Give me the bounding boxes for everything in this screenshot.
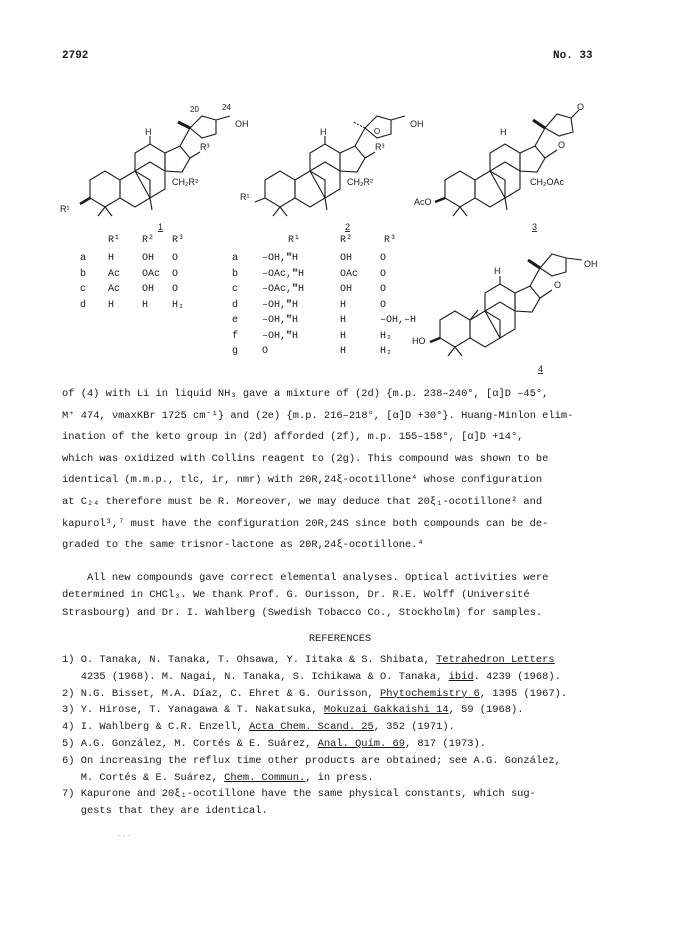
lbl-mol-2: 2 [345,222,351,232]
lbl-mol-3: 3 [532,222,538,232]
table-cell: c [232,284,239,295]
table-cell: –OH,–H [380,315,417,326]
lbl-h-2: H [320,127,327,137]
reference-text: , 352 (1971). [373,721,455,734]
table-cell: O [262,346,269,357]
reference-line [62,770,632,787]
lbl-r3-2: R³ [375,142,385,152]
reference-text: 7) Kapurone and 20ξ₁-ocotillone have the same physical constants, which sug- [62,788,536,801]
lbl-aco: AcO [414,197,432,207]
reference-line [62,753,632,770]
table-cell: –OAc,‴H [262,268,305,280]
molecule-4 [430,254,582,356]
reference-line [62,719,632,736]
table-cell: OAc [142,268,161,280]
table-cell: H [340,346,347,357]
reference-text: . 4239 (1968). [473,670,561,683]
table-cell: d [232,299,239,311]
substituent-table-1 [80,235,210,325]
table-cell: –OH,‴H [262,253,299,264]
chemical-structures [0,70,680,380]
table-cell: OH [142,284,155,295]
table-cell: H₂ [172,299,185,311]
table-cell: OH [142,253,155,264]
lbl-ho-4: HO [412,336,426,346]
issue-number: No. 33 [553,50,593,62]
reference-text: , 817 (1973). [404,737,487,750]
lbl-h-1: H [145,127,152,137]
table-cell: Ac [108,284,121,295]
reference-journal: Anal. Quím. 69 [317,737,405,750]
references-heading: REFERENCES [308,633,372,645]
table-cell: O [380,284,387,295]
table-cell: OH [340,284,353,295]
table-cell: H [142,299,149,311]
reference-text: 2) N.G. Bisset, M.A. Díaz, C. Ehret & G. Ourisson, [62,687,381,700]
reference-line [62,669,632,686]
lbl-mol-1: 1 [158,222,164,232]
reference-text: gests that they are identical. [62,805,268,818]
table-cell: O [172,284,179,295]
table-cell: O [380,299,387,311]
table-cell: –OAc,‴H [262,284,305,295]
table-cell: H₂ [380,330,393,342]
body-line: kapurol³,⁷ must have the configuration 20R,24S since both compounds can be de- [62,517,549,530]
lbl-ch2oac: CH₂OAc [530,177,564,187]
lbl-oh-1: OH [235,119,249,129]
table-cell: a [232,253,239,264]
body-line: which was oxidized with Collins reagent to (2g). This compound was shown to be [62,452,549,465]
header-r2: R² [142,235,155,246]
reference-journal: ibid [448,670,474,683]
page-number: 2792 [62,50,89,62]
table-cell: e [232,315,239,326]
lbl-o-2: O [374,127,381,136]
table-cell: O [380,268,387,280]
body-paragraph [62,384,622,557]
molecule-1 [80,116,230,216]
reference-line [62,803,632,820]
reference-line [62,702,632,719]
body-line: at C₂₄ therefore must be R. Moreover, we may deduce that 20ξ₁-ocotillone² and [62,495,543,508]
header-r1: R¹ [288,235,301,246]
reference-text: 4) I. Wahlberg & C.R. Enzell, [62,721,250,734]
lbl-o-4: O [554,280,562,290]
table-cell: O [172,268,179,280]
header-r2: R² [340,235,353,246]
lbl-ch2r2-1: CH₂R² [172,177,198,187]
table-cell: H [108,253,115,264]
lbl-mol-4: 4 [538,364,544,374]
reference-journal: Tetrahedron Letters [436,654,555,666]
table-cell: OAc [340,268,359,280]
lbl-ch2r2-2: CH₂R² [347,177,373,187]
references-list [62,652,632,820]
ack-line: All new compounds gave correct elemental analyses. Optical activities were [62,572,549,584]
body-line: M⁺ 474, νmaxKBr 1725 cm⁻¹} and (2e) {m.p. 216–218°, [α]D +30°}. Huang-Minlon elim- [62,409,574,422]
table-cell: H₂ [380,346,393,357]
substituent-table-2 [232,235,422,375]
table-cell: H [108,299,115,311]
reference-text: M. Cortés & E. Suárez, [62,771,225,784]
reference-text: , in press. [305,771,374,784]
lbl-c20: 20 [190,105,199,114]
table-cell: H [340,299,347,311]
table-cell: –OH,‴H [262,315,299,326]
lbl-r3-1: R³ [200,142,210,152]
reference-text: 3) Y. Hirose, T. Yanagawa & T. Nakatsuka, [62,704,324,717]
table-cell: a [80,253,87,264]
reference-line [62,652,632,669]
reference-text: 4235 (1968). M. Nagai, N. Tanaka, S. Ichikawa & O. Tanaka, [62,670,449,683]
lbl-oh-4: OH [584,259,598,269]
molecule-2 [255,116,405,216]
table-cell: d [80,299,87,311]
reference-text: , 1395 (1967). [479,687,568,700]
table-cell: O [380,253,387,264]
lbl-o-3a: O [577,102,585,112]
reference-journal: Mokuzai Gakkaishi 14 [323,704,449,717]
lbl-r1-2: R¹ [240,192,250,202]
header-r1: R¹ [108,235,121,246]
reference-line [62,736,632,753]
table-cell: b [232,268,239,280]
lbl-oh-2: OH [410,119,424,129]
table-cell: g [232,346,239,357]
header-r3: R³ [384,235,397,246]
ack-line: determined in CHCl₃. We thank Prof. G. Ourisson, Dr. R.E. Wolff (Université [62,589,530,602]
lbl-o-3b: O [558,140,566,150]
reference-text: 6) On increasing the reflux time other products are obtained; see A.G. González, [62,754,561,767]
table-cell: –OH,‴H [262,299,299,311]
table-cell: b [80,268,87,280]
reference-text: 5) A.G. González, M. Cortés & E. Suárez, [62,737,318,750]
reference-journal: Chem. Commun. [224,771,306,784]
reference-text: 1) O. Tanaka, N. Tanaka, T. Ohsawa, Y. Iitaka & S. Shibata, [62,654,437,666]
reference-journal: Phytochemistry 6 [380,687,480,700]
scan-smudge: ‐·‐ [117,832,132,841]
table-cell: O [172,253,179,264]
body-line: identical (m.m.p., tlc, ir, nmr) with 20R,24ξ-ocotillone⁴ whose configuration [62,474,543,487]
body-line: ination of the keto group in (2d) afforded (2f), m.p. 155–158°, [α]D +14°, [62,431,524,444]
table-cell: H [340,330,347,342]
lbl-h-3: H [500,127,507,137]
reference-line [62,786,632,803]
table-cell: c [80,284,87,295]
reference-journal: Acta Chem. Scand. 25 [249,721,374,734]
body-line: of (4) with Li in liquid NH₃ gave a mixture of (2d) {m.p. 238–240°, [α]D –45°, [62,388,549,400]
table-cell: Ac [108,268,121,280]
reference-text: , 59 (1968). [448,704,524,717]
molecule-3 [435,110,579,216]
body-line: graded to the same trisnor-lactone as 20R,24ξ-ocotillone.⁴ [62,539,424,552]
acknowledgement-paragraph [62,570,622,622]
lbl-h-4: H [494,266,501,276]
table-cell: OH [340,253,353,264]
reference-line [62,686,632,703]
table-cell: f [232,330,239,342]
lbl-r1-1: R¹ [60,204,70,214]
lbl-c24: 24 [222,103,231,112]
table-cell: –OH,‴H [262,330,299,342]
header-r3: R³ [172,235,185,246]
ack-line: Strasbourg) and Dr. I. Wahlberg (Swedish Tobacco Co., Stockholm) for samples. [62,606,543,619]
table-cell: H [340,315,347,326]
